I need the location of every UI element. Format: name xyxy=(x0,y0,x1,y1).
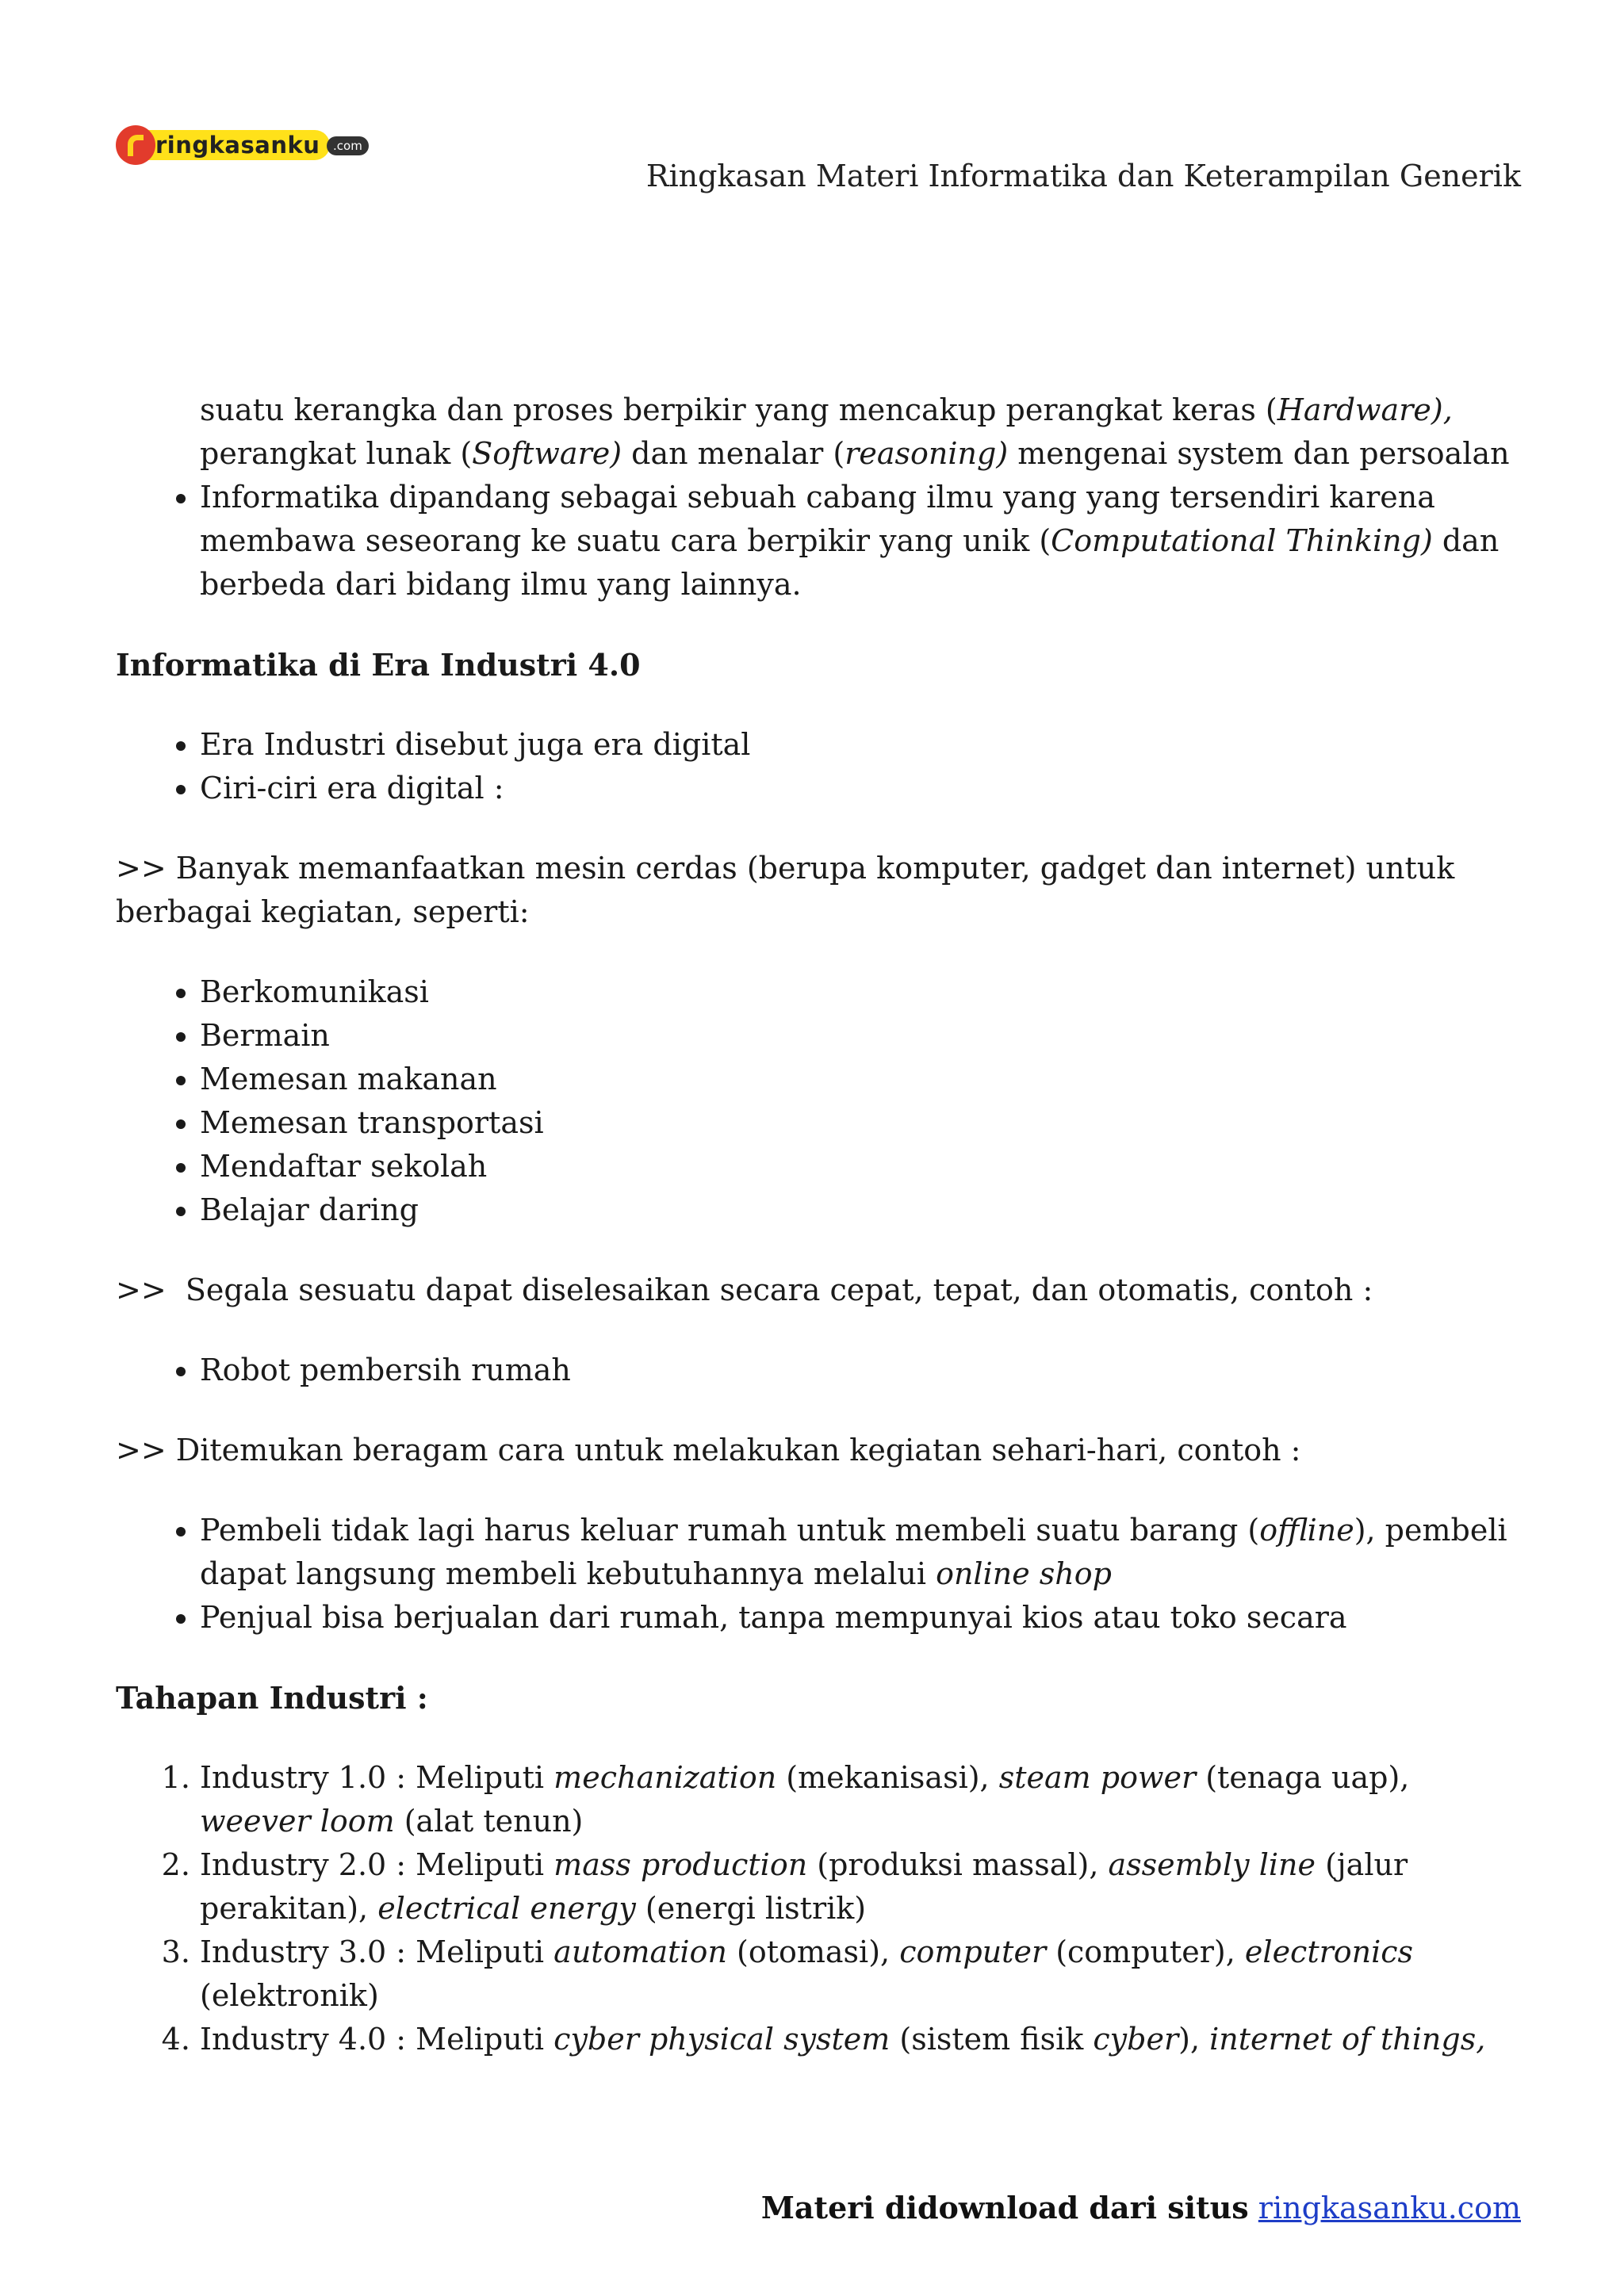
list-item: • Ciri-ciri era digital : xyxy=(200,767,1521,810)
heading-tahapan-industri: Tahapan Industri : xyxy=(116,1680,428,1716)
list-item: • Informatika dipandang sebagai sebuah cabang ilmu yang yang tersendiri karena membawa seseorang ke suatu cara berpikir yang unik (Computational Thinking) dan berbeda dari bidang ilmu yang lainnya. xyxy=(200,476,1521,607)
era-list xyxy=(116,723,1521,810)
list-item: • Berkomunikasi xyxy=(200,970,1521,1014)
logo-text: ringkasanku xyxy=(155,132,320,159)
logo-suffix: .com xyxy=(327,136,369,155)
continued-bullet-text: suatu kerangka dan proses berpikir yang mencakup perangkat keras (Hardware), perangkat lunak (Software) dan menalar (reasoning) mengenai system dan persoalan xyxy=(200,392,1510,471)
commerce-list xyxy=(116,1509,1521,1640)
list-item: • Belajar daring xyxy=(200,1188,1521,1232)
document-body xyxy=(116,388,1521,2061)
list-item: • Pembeli tidak lagi harus keluar rumah untuk membeli suatu barang (offline), pembeli dapat langsung membeli kebutuhannya melalui online shop xyxy=(200,1509,1521,1596)
footer-label: Materi didownload dari situs xyxy=(760,2190,1249,2225)
list-item: • Penjual bisa berjualan dari rumah, tanpa mempunyai kios atau toko secara xyxy=(200,1596,1521,1640)
paragraph-mesin-cerdas: >> Banyak memanfaatkan mesin cerdas (berupa komputer, gadget dan internet) untuk berbagai kegiatan, seperti: xyxy=(116,851,1455,929)
list-item: • Bermain xyxy=(200,1014,1521,1058)
list-item: 4. Industry 4.0 : Meliputi cyber physical system (sistem fisik cyber), internet of things, xyxy=(200,2018,1521,2061)
header-title: Ringkasan Materi Informatika dan Keterampilan Generik xyxy=(645,159,1521,193)
list-item: • Mendaftar sekolah xyxy=(200,1145,1521,1188)
activities-list xyxy=(116,970,1521,1232)
list-item: • Era Industri disebut juga era digital xyxy=(200,723,1521,767)
footer-link[interactable]: ringkasanku.com xyxy=(1258,2191,1521,2225)
industry-stages-list xyxy=(116,1756,1521,2061)
list-item: 2. Industry 2.0 : Meliputi mass production (produksi massal), assembly line (jalur perakitan), electrical energy (energi listrik) xyxy=(200,1843,1521,1931)
heading-era-industri: Informatika di Era Industri 4.0 xyxy=(116,647,641,683)
robot-list xyxy=(116,1349,1521,1392)
list-item: • Robot pembersih rumah xyxy=(200,1349,1521,1392)
list-item: • Memesan makanan xyxy=(200,1058,1521,1101)
informatika-list xyxy=(116,476,1521,607)
logo-mark-icon xyxy=(116,125,155,165)
list-item: • Memesan transportasi xyxy=(200,1101,1521,1145)
list-item: 1. Industry 1.0 : Meliputi mechanization (mekanisasi), steam power (tenaga uap), weever loom (alat tenun) xyxy=(200,1756,1521,1843)
site-logo xyxy=(116,125,377,166)
paragraph-segala-sesuatu: >> Segala sesuatu dapat diselesaikan secara cepat, tepat, dan otomatis, contoh : xyxy=(116,1272,1373,1307)
paragraph-ditemukan: >> Ditemukan beragam cara untuk melakukan kegiatan sehari-hari, contoh : xyxy=(116,1433,1301,1468)
footer xyxy=(761,2190,1521,2225)
list-item: 3. Industry 3.0 : Meliputi automation (otomasi), computer (computer), electronics (elektronik) xyxy=(200,1931,1521,2018)
